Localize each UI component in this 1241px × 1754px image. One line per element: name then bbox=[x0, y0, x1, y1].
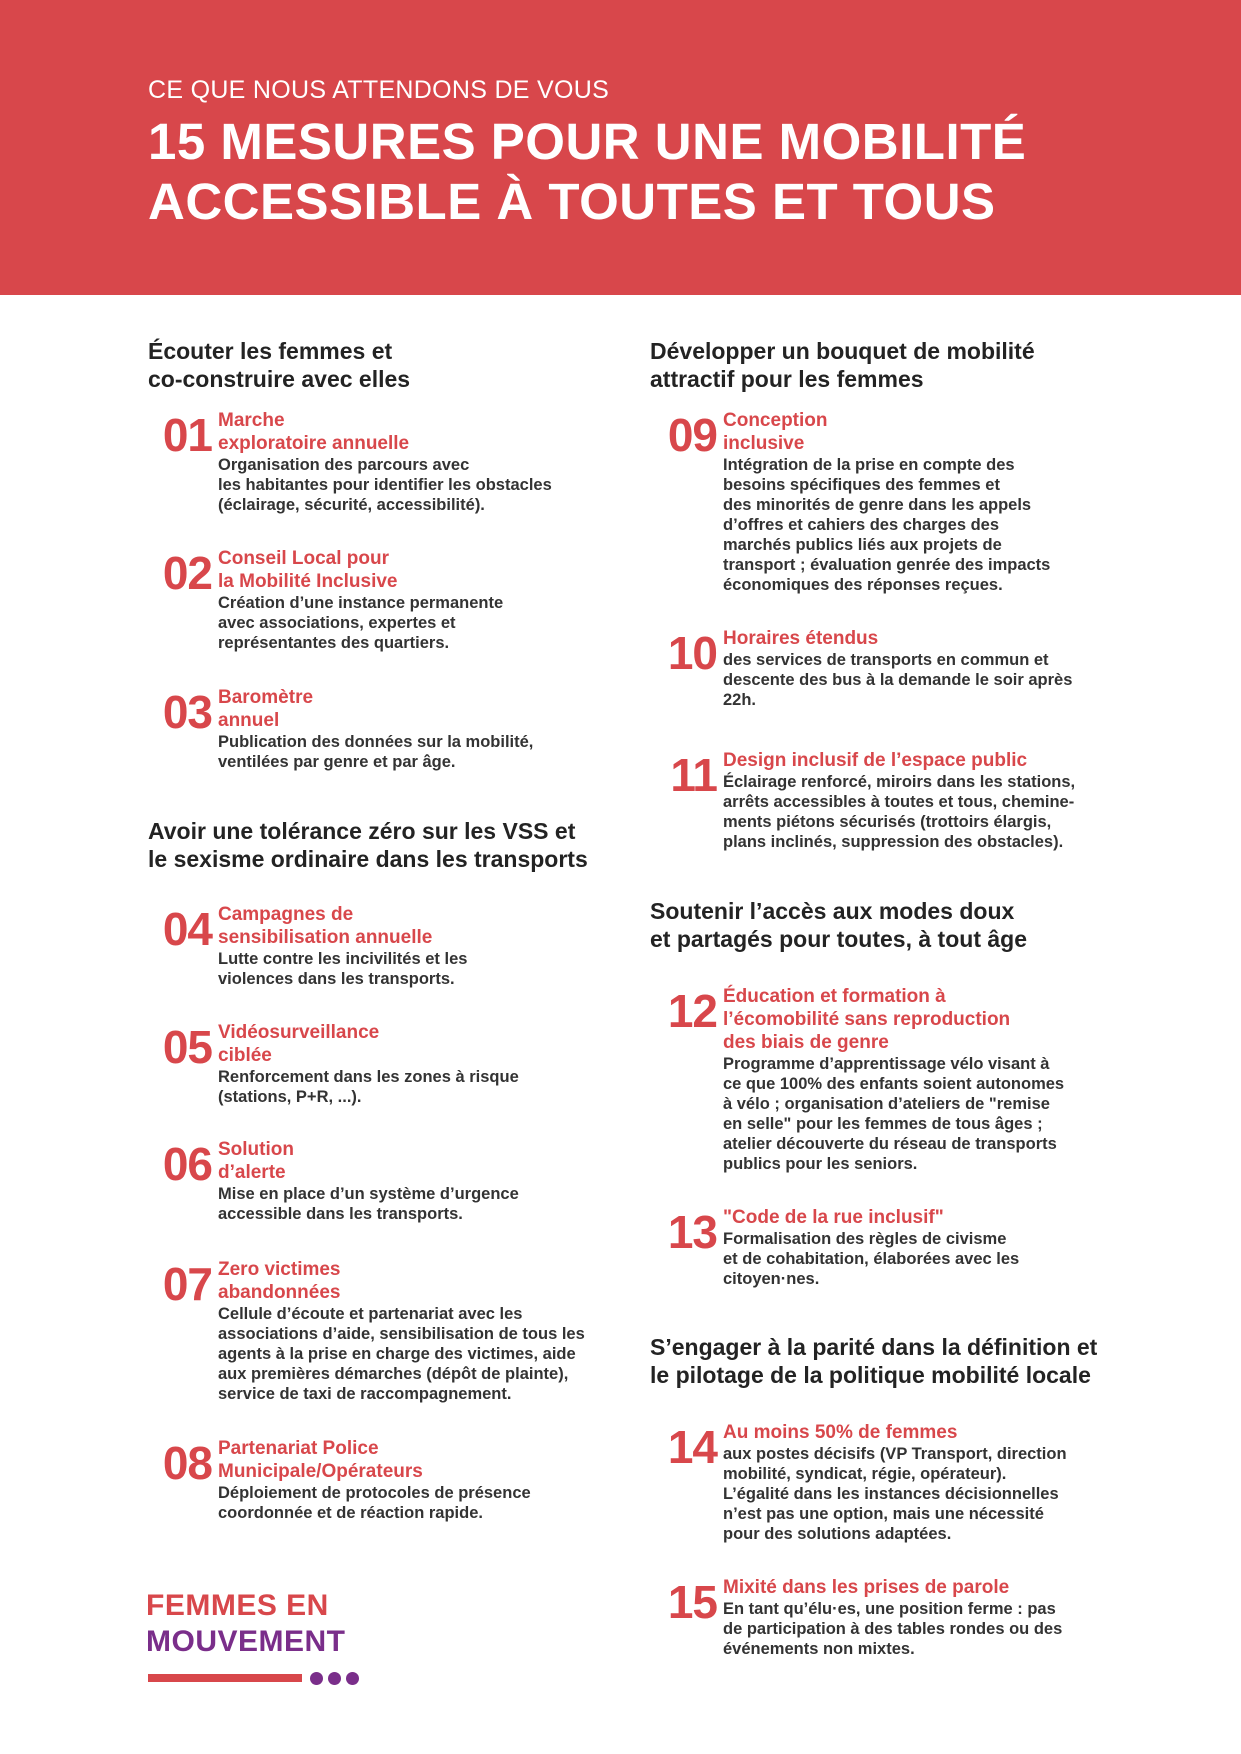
measure-number: 03 bbox=[162, 686, 212, 738]
measure-title: Conception inclusive Intégration de la prise en compte des besoins spécifiques des femmes et des minorités de genre dans les appels d’offres et cahiers des charges des marchés publics liés aux projets de transport ; évaluation genrée des impacts économiques des réponses reçues. bbox=[723, 409, 1113, 595]
section-title-soft-modes: Soutenir l’accès aux modes doux et partagés pour toutes, à tout âge bbox=[650, 898, 1027, 952]
measure-title: Vidéosurveillance ciblée Renforcement dans les zones à risque (stations, P+R, ...). bbox=[218, 1021, 608, 1107]
measure-title: Au moins 50% de femmes aux postes décisifs (VP Transport, direction mobilité, syndicat, régie, opérateur). L’égalité dans les instances décisionnelles n’est pas une option, mais une nécessité pour des solutions adaptées. bbox=[723, 1421, 1113, 1544]
measure-description: Renforcement dans les zones à risque (stations, P+R, ...). bbox=[218, 1068, 519, 1106]
measure-description: Mise en place d’un système d’urgence accessible dans les transports. bbox=[218, 1185, 519, 1223]
measure-number: 15 bbox=[667, 1576, 717, 1628]
page-title bbox=[148, 112, 1148, 232]
logo-line-2: MOUVEMENT bbox=[146, 1625, 346, 1658]
measure-number: 01 bbox=[162, 409, 212, 461]
measure-description: Intégration de la prise en compte des besoins spécifiques des femmes et des minorités de genre dans les appels d’offres et cahiers des charges des marchés publics liés aux projets de transport ; évaluation genrée des impacts économiques des réponses reçues. bbox=[723, 456, 1051, 594]
logo-dot-icon bbox=[310, 1672, 323, 1685]
femmes-en-mouvement-logo bbox=[146, 1588, 346, 1660]
measure-title: Design inclusif de l’espace public Éclairage renforcé, miroirs dans les stations, arrêts accessibles à toutes et tous, chemine- ments piétons sécurisés (trottoirs élargis, plans inclinés, suppression des obstacles). bbox=[723, 749, 1113, 852]
measure-number: 05 bbox=[162, 1021, 212, 1073]
measure-title: Zero victimes abandonnées Cellule d’écoute et partenariat avec les associations d’aide, sensibilisation de tous les agents à la prise en charge des victimes, aide aux premières démarches (dépôt de plainte), service de taxi de raccompagnement. bbox=[218, 1258, 608, 1404]
section-title-vss: Avoir une tolérance zéro sur les VSS et le sexisme ordinaire dans les transports bbox=[148, 818, 588, 872]
measure-description: Lutte contre les incivilités et les violences dans les transports. bbox=[218, 950, 468, 988]
measure-title: Marche exploratoire annuelle Organisation des parcours avec les habitantes pour identifier les obstacles (éclairage, sécurité, accessibilité). bbox=[218, 409, 608, 515]
measure-description: Formalisation des règles de civisme et de cohabitation, élaborées avec les citoyen·nes. bbox=[723, 1230, 1020, 1288]
measure-description: Création d’une instance permanente avec associations, expertes et représentantes des quartiers. bbox=[218, 594, 504, 652]
section-title-bouquet: Développer un bouquet de mobilité attractif pour les femmes bbox=[650, 338, 1035, 392]
measure-description: Organisation des parcours avec les habitantes pour identifier les obstacles (éclairage, sécurité, accessibilité). bbox=[218, 456, 552, 514]
section-title-listen: Écouter les femmes et co-construire avec elles bbox=[148, 338, 411, 392]
measure-number: 07 bbox=[162, 1258, 212, 1310]
measure-description: aux postes décisifs (VP Transport, direction mobilité, syndicat, régie, opérateur). L’égalité dans les instances décisionnelles n’est pas une option, mais une nécessité pour des solutions adaptées. bbox=[723, 1445, 1067, 1543]
measure-title: "Code de la rue inclusif" Formalisation des règles de civisme et de cohabitation, élaborées avec les citoyen·nes. bbox=[723, 1206, 1113, 1289]
section-title-parity: S’engager à la parité dans la définition et le pilotage de la politique mobilité locale bbox=[650, 1334, 1098, 1388]
measure-title: Baromètre annuel Publication des données sur la mobilité, ventilées par genre et par âge. bbox=[218, 686, 608, 772]
measure-number: 10 bbox=[667, 627, 717, 679]
measure-number: 12 bbox=[667, 985, 717, 1037]
measure-number: 14 bbox=[667, 1421, 717, 1473]
measure-number: 04 bbox=[162, 903, 212, 955]
measure-description: Éclairage renforcé, miroirs dans les stations, arrêts accessibles à toutes et tous, chemine- ments piétons sécurisés (trottoirs élargis, plans inclinés, suppression des obstacles). bbox=[723, 773, 1076, 851]
measure-number: 09 bbox=[667, 409, 717, 461]
measure-title: Conseil Local pour la Mobilité Inclusive Création d’une instance permanente avec associations, expertes et représentantes des quartiers. bbox=[218, 547, 608, 653]
measure-title: Solution d’alerte Mise en place d’un système d’urgence accessible dans les transports. bbox=[218, 1138, 608, 1224]
title-line-1: 15 MESURES POUR UNE MOBILITÉ bbox=[148, 113, 1027, 170]
measure-description: Cellule d’écoute et partenariat avec les associations d’aide, sensibilisation de tous les agents à la prise en charge des victimes, aide aux premières démarches (dépôt de plainte), service de taxi de raccompagnement. bbox=[218, 1305, 585, 1403]
measure-number: 02 bbox=[162, 547, 212, 599]
measure-title: Éducation et formation à l’écomobilité sans reproduction des biais de genre Programme d’apprentissage vélo visant à ce que 100% des enfants soient autonomes à vélo ; organisation d’ateliers de "remise en selle" pour les femmes de tous âges ; atelier découverte du réseau de transports publics pour les seniors. bbox=[723, 985, 1113, 1174]
header-banner bbox=[0, 0, 1241, 295]
header-kicker: CE QUE NOUS ATTENDONS DE VOUS bbox=[148, 76, 610, 104]
measure-title: Partenariat Police Municipale/Opérateurs Déploiement de protocoles de présence coordonnée et de réaction rapide. bbox=[218, 1437, 608, 1523]
logo-dot-icon bbox=[346, 1672, 359, 1685]
title-line-2: ACCESSIBLE À TOUTES ET TOUS bbox=[148, 173, 996, 230]
logo-bar bbox=[148, 1674, 302, 1682]
measure-number: 08 bbox=[162, 1437, 212, 1489]
measure-title: Mixité dans les prises de parole En tant qu’élu·es, une position ferme : pas de participation à des tables rondes ou des événements non mixtes. bbox=[723, 1576, 1113, 1659]
measure-description: Déploiement de protocoles de présence coordonnée et de réaction rapide. bbox=[218, 1484, 531, 1522]
measure-number: 13 bbox=[667, 1206, 717, 1258]
measure-title: Campagnes de sensibilisation annuelle Lutte contre les incivilités et les violences dans les transports. bbox=[218, 903, 608, 989]
measure-number: 11 bbox=[670, 749, 717, 801]
measure-description: des services de transports en commun et descente des bus à la demande le soir après 22h. bbox=[723, 651, 1073, 709]
measure-description: En tant qu’élu·es, une position ferme : pas de participation à des tables rondes ou des événements non mixtes. bbox=[723, 1600, 1063, 1658]
logo-line-1: FEMMES EN bbox=[146, 1589, 329, 1622]
measure-description: Programme d’apprentissage vélo visant à ce que 100% des enfants soient autonomes à vélo ; organisation d’ateliers de "remise en selle" pour les femmes de tous âges ; atelier découverte du réseau de transports publics pour les seniors. bbox=[723, 1055, 1065, 1173]
logo-dot-icon bbox=[328, 1672, 341, 1685]
measure-title: Horaires étendus des services de transports en commun et descente des bus à la demande le soir après 22h. bbox=[723, 627, 1113, 710]
measure-number: 06 bbox=[162, 1138, 212, 1190]
measure-description: Publication des données sur la mobilité, ventilées par genre et par âge. bbox=[218, 733, 534, 771]
